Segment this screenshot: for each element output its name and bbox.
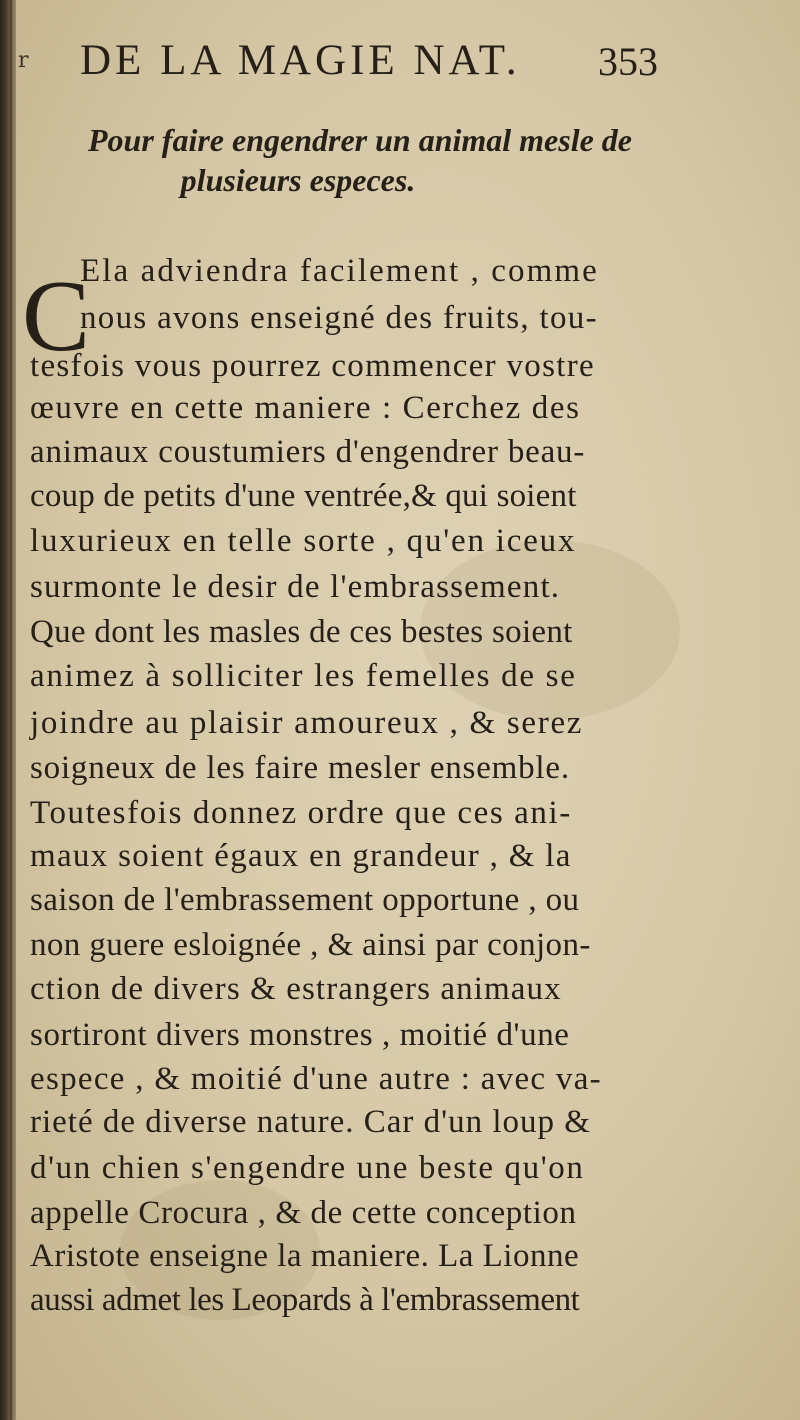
body-line: Que dont les masles de ces bestes soient (30, 614, 573, 650)
body-line: animaux coustumiers d'engendrer beau- (30, 434, 586, 470)
body-line: sortiront divers monstres , moitié d'une (30, 1017, 570, 1053)
body-line: d'un chien s'engendre une beste qu'on (30, 1150, 585, 1186)
body-line: Ela adviendra facilement , comme (80, 253, 599, 289)
body-line: œuvre en cette maniere : Cerchez des (30, 390, 581, 426)
body-line: joindre au plaisir amoureux , & serez (30, 705, 584, 741)
body-line: tesfois vous pourrez commencer vostre (30, 348, 595, 384)
body-line: ction de divers & estrangers animaux (30, 971, 562, 1007)
body-line: soigneux de les faire mesler ensemble. (30, 750, 570, 786)
body-line: luxurieux en telle sorte , qu'en iceux (30, 523, 577, 559)
body-line: Aristote enseigne la maniere. La Lionne (30, 1238, 580, 1274)
drop-cap: C (22, 260, 91, 373)
gutter-line (10, 0, 12, 1420)
body-line: rieté de diverse nature. Car d'un loup & (30, 1104, 591, 1140)
body-line: maux soient égaux en grandeur , & la (30, 838, 572, 874)
running-head: DE LA MAGIE NAT. (80, 37, 521, 84)
body-line: surmonte le desir de l'embrassement. (30, 569, 561, 605)
body-line: Toutesfois donnez ordre que ces ani- (30, 795, 572, 831)
body-line: aussi admet les Leopards à l'embrassement (30, 1282, 580, 1318)
body-line: animez à solliciter les femelles de se (30, 658, 577, 694)
section-heading-line-2: plusieurs especes. (180, 162, 416, 198)
book-spine-gutter (0, 0, 16, 1420)
section-heading-line-1: Pour faire engendrer un animal mesle de (87, 122, 632, 158)
page-number: 353 (598, 39, 658, 84)
body-line: nous avons enseigné des fruits, tou- (80, 300, 598, 336)
body-line: coup de petits d'une ventrée,& qui soient (30, 478, 577, 514)
body-line: appelle Crocura , & de cette conception (30, 1195, 577, 1231)
body-line: non guere esloignée , & ainsi par conjon- (30, 927, 591, 963)
body-line: saison de l'embrassement opportune , ou (30, 882, 580, 918)
corner-mark: r (18, 48, 29, 73)
body-line: espece , & moitié d'une autre : avec va- (30, 1061, 602, 1097)
